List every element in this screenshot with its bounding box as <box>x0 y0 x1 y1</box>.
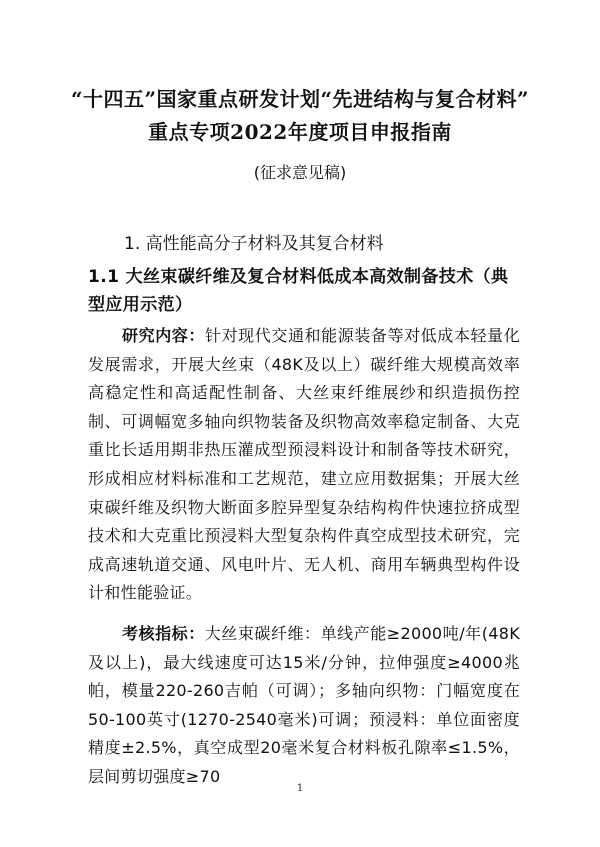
draft-subtitle: (征求意见稿) <box>253 163 347 182</box>
assessment-paragraph <box>88 620 520 792</box>
research-content-text: 针对现代交通和能源装备等对低成本轻量化发展需求，开展大丝束（48K及以上）碳纤维大规模高效率高稳定性和高适配性制备、大丝束纤维展纱和织造损伤控制、可调幅宽多轴向织物装备及织物高效率稳定制备、大克重比长适用期非热压灌成型预浸料设计和制备等技术研究，形成相应材料标准和工艺规范，建立应用数据集；开展大丝束碳纤维及织物大断面多腔异型复杂结构构件快速拉挤成型技术和大克重比预浸料大型复杂构件真空成型技术研究，完成高速轨道交通、风电叶片、无人机、商用车辆典型构件设计和性能验证。 <box>88 326 520 603</box>
research-content-paragraph <box>88 322 520 608</box>
section-heading: 1. 高性能高分子材料及其复合材料 <box>124 234 384 254</box>
subsection-heading: 1.1 大丝束碳纤维及复合材料低成本高效制备技术（典型应用示范） <box>88 267 509 315</box>
assessment-text: 大丝束碳纤维：单线产能≥2000吨/年(48K及以上)，最大线速度可达15米/分钟，拉伸强度≥4000兆帕，模量220-260吉帕（可调）；多轴向织物：门幅宽度在50-100英寸(1270-2540毫米)可调；预浸料：单位面密度精度±2.5%，真空成型20毫米复合材料板孔隙率≤1.5%，层间剪切强度≥70 <box>88 624 520 786</box>
document-title-line-2: 重点专项2022年度项目申报指南 <box>148 120 452 144</box>
assessment-label: 考核指标： <box>122 624 205 643</box>
document-title-line-1: “十四五”国家重点研发计划“先进结构与复合材料” <box>70 87 529 111</box>
page-number: 1 <box>296 783 304 794</box>
research-content-label: 研究内容： <box>122 326 205 345</box>
